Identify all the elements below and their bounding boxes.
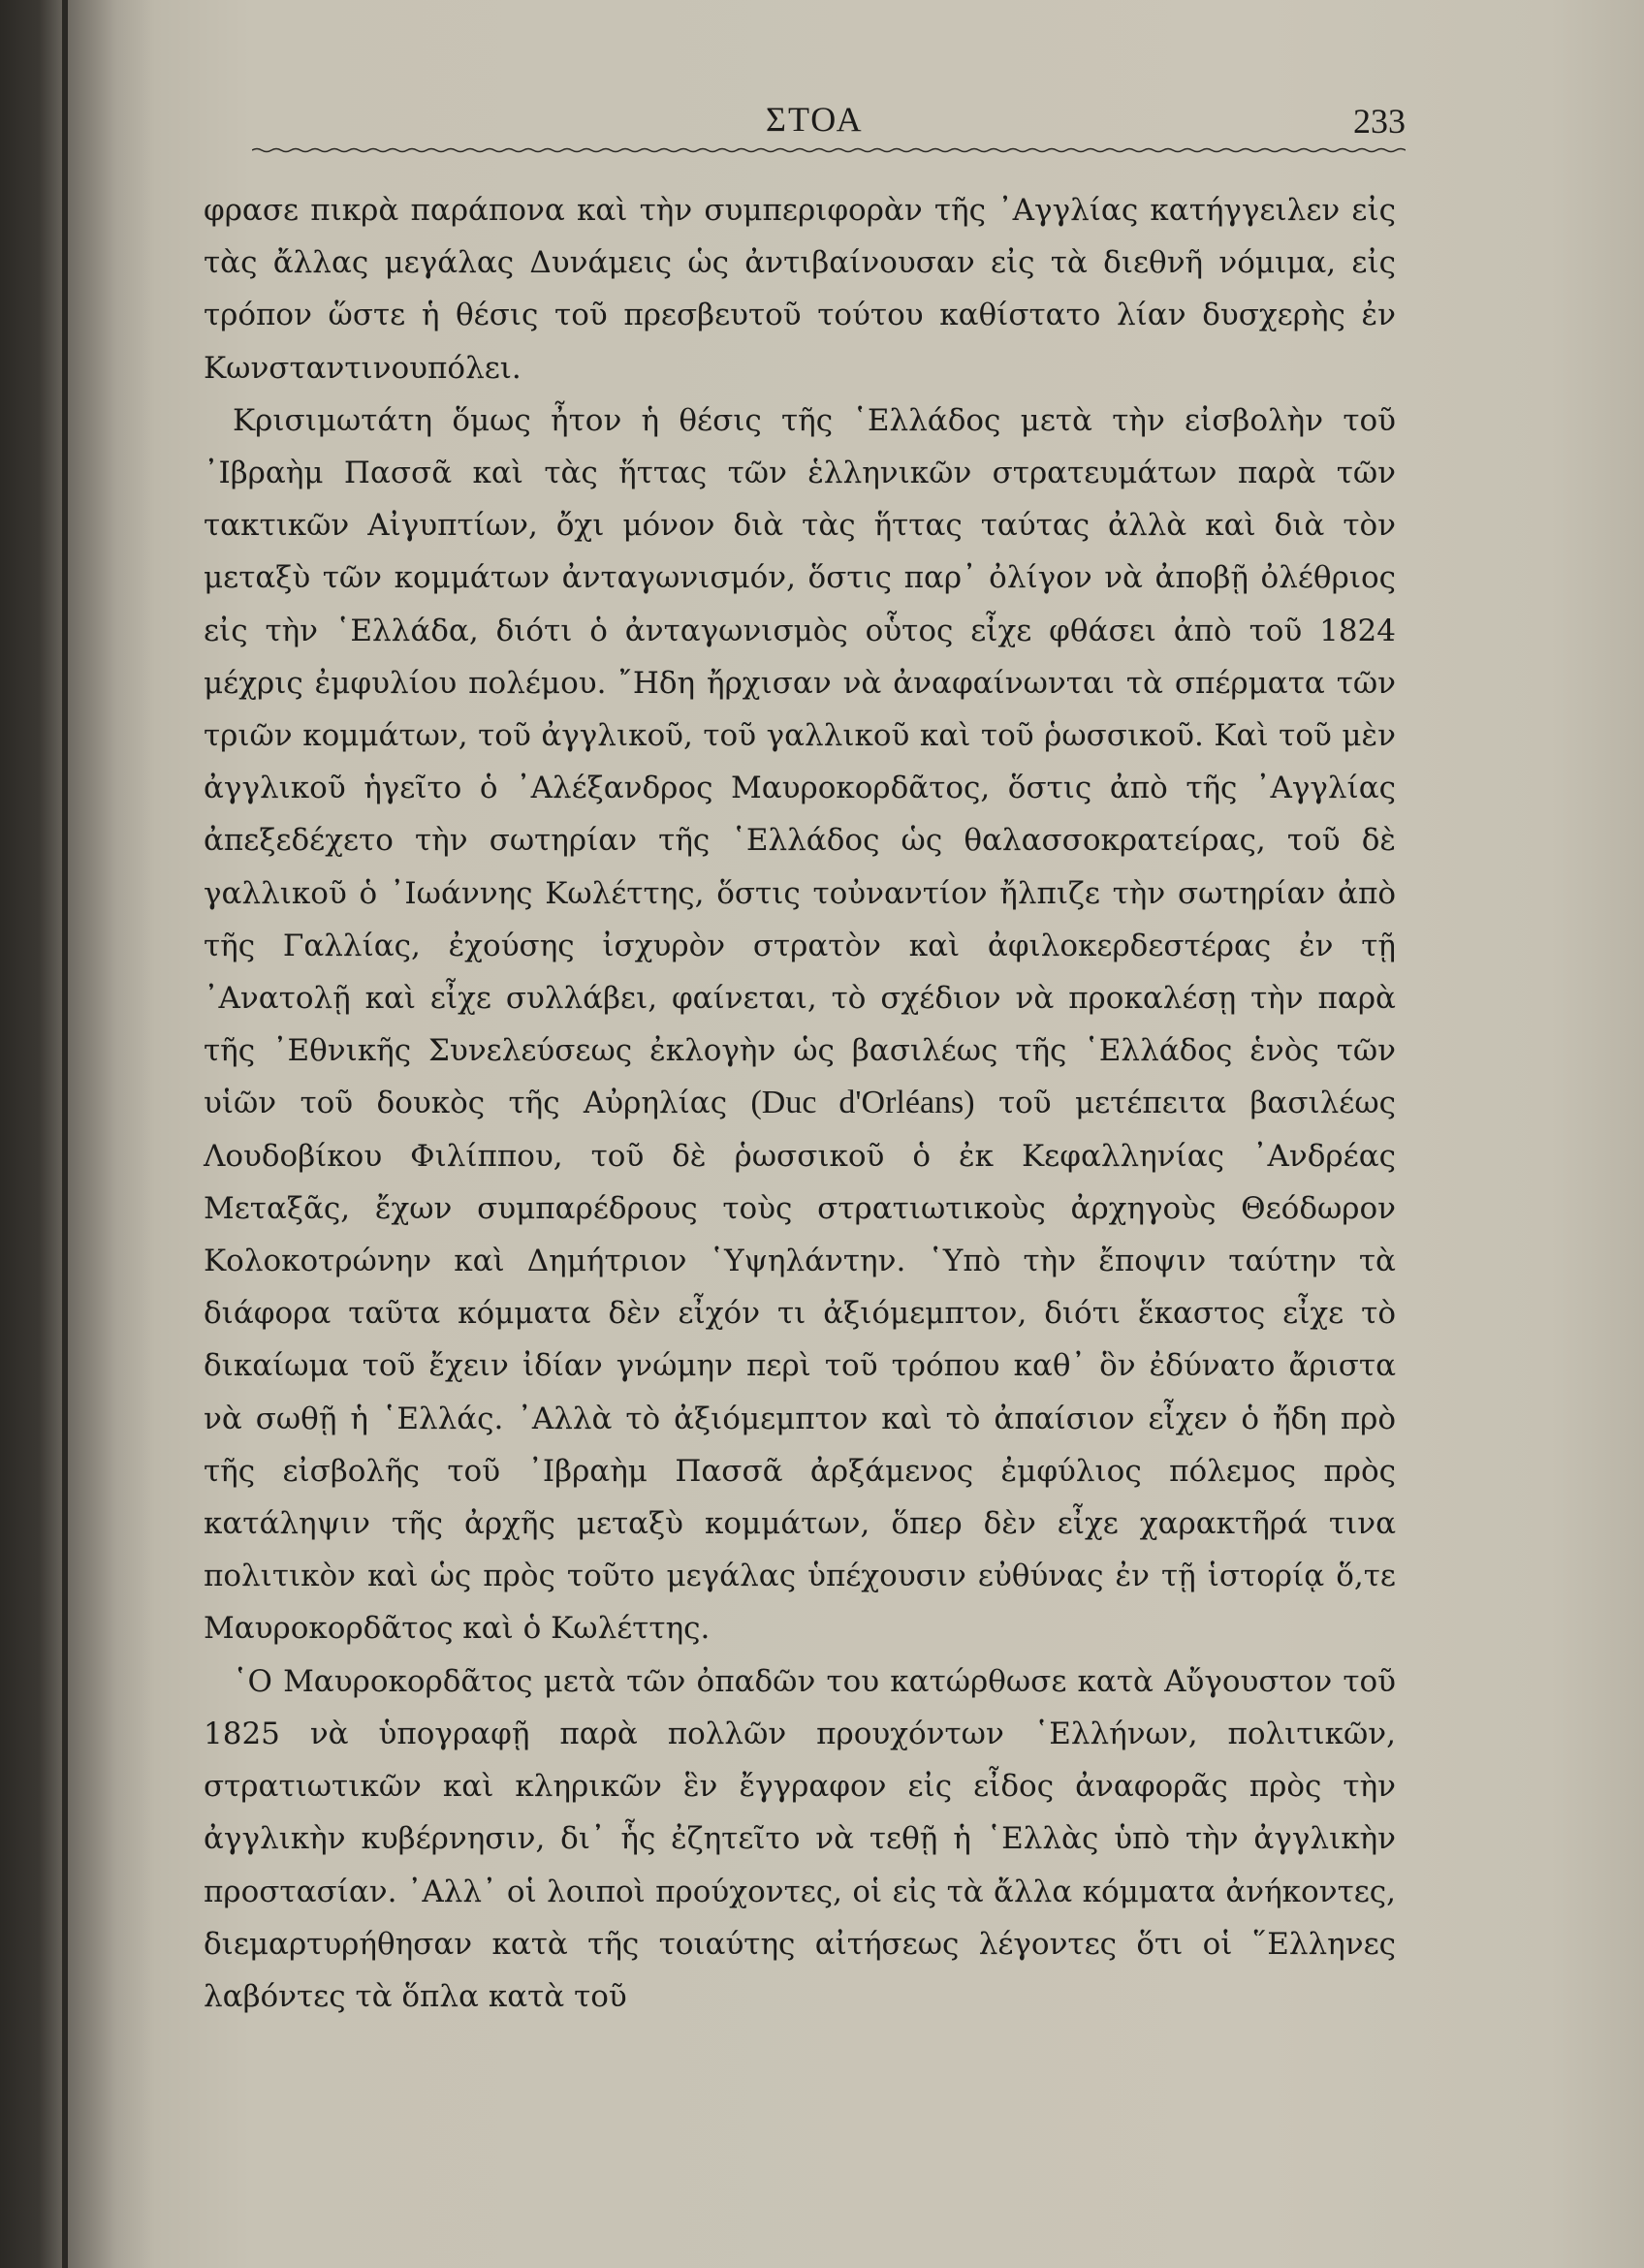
paragraph-2-part-2: τοῦ μετέπειτα βασιλέως Λουδοβίκου Φιλίππου, τοῦ δὲ ῥωσσικοῦ ὁ ἐκ Κεφαλληνίας ᾿Ανδρέας Μεταξᾶς, ἔχων συμπαρέδρους τοὺς στρατιωτικοὺς ἀρχηγοὺς Θεόδωρον Κολοκοτρώνην καὶ Δημήτριον ῾Υψηλάντην. ῾Υπὸ τὴν ἔποψιν ταύτην τὰ διάφορα ταῦτα κόμματα δὲν εἶχόν τι ἀξιόμεμπτον, διότι ἕκαστος εἶχε τὸ δικαίωμα τοῦ ἔχειν ἰδίαν γνώμην περὶ τοῦ τρόπου καθ᾿ ὃν ἐδύνατο ἄριστα νὰ σωθῇ ἡ ῾Ελλάς. ᾿Αλλὰ τὸ ἀξιόμεμπτον καὶ τὸ ἀπαίσιον εἶχεν ὁ ἤδη πρὸ τῆς εἰσβολῆς τοῦ ᾿Ιβραὴμ Πασσᾶ ἀρξάμενος ἐμφύλιος πόλεμος πρὸς κατάληψιν τῆς ἀρχῆς μεταξὺ κομμάτων, ὅπερ δὲν εἶχε χαρακτῆρά τινα πολιτικὸν καὶ ὡς πρὸς τοῦτο μεγάλας ὑπέχουσιν εὐθύνας ἐν τῇ ἱστορίᾳ ὅ,τε Μαυροκορδᾶτος καὶ ὁ Κωλέττης.: [204, 1086, 1396, 1647]
paragraph-1: φρασε πικρὰ παράπονα καὶ τὴν συμπεριφορὰν τῆς ᾿Αγγλίας κατήγγειλεν εἰς τὰς ἄλλας μεγάλας Δυνάμεις ὡς ἀντιβαίνουσαν εἰς τὰ διεθνῆ νόμιμα, εἰς τρόπον ὥστε ἡ θέσις τοῦ πρεσβευτοῦ τούτου καθίστατο λίαν δυσχερὴς ἐν Κωνσταντινουπόλει.: [204, 193, 1396, 386]
latin-phrase-duc-dorleans: (Duc d'Orléans): [750, 1085, 975, 1121]
body-text: [204, 184, 1396, 2023]
header-wavy-rule: [252, 147, 1406, 153]
page-number: 233: [1353, 102, 1406, 141]
book-page: [145, 78, 1406, 2249]
paragraph-2-part-1: Κρισιμωτάτη ὅμως ἦτον ἡ θέσις τῆς ῾Ελλάδος μετὰ τὴν εἰσβολὴν τοῦ ᾿Ιβραὴμ Πασσᾶ καὶ τὰς ἥττας τῶν ἑλληνικῶν στρατευμάτων παρὰ τῶν τακτικῶν Αἰγυπτίων, ὄχι μόνον διὰ τὰς ἥττας ταύτας ἀλλὰ καὶ διὰ τὸν μεταξὺ τῶν κομμάτων ἀνταγωνισμόν, ὅστις παρ᾿ ὀλίγον νὰ ἀποβῇ ὀλέθριος εἰς τὴν ῾Ελλάδα, διότι ὁ ἀνταγωνισμὸς οὗτος εἶχε φθάσει ἀπὸ τοῦ 1824 μέχρις ἐμφυλίου πολέμου. ῎Ηδη ἤρχισαν νὰ ἀναφαίνωνται τὰ σπέρματα τῶν τριῶν κομμάτων, τοῦ ἀγγλικοῦ, τοῦ γαλλικοῦ καὶ τοῦ ῥωσσικοῦ. Καὶ τοῦ μὲν ἀγγλικοῦ ἡγεῖτο ὁ ᾿Αλέξανδρος Μαυροκορδᾶτος, ὅστις ἀπὸ τῆς ᾿Αγγλίας ἀπεξεδέχετο τὴν σωτηρίαν τῆς ῾Ελλάδος ὡς θαλασσοκρατείρας, τοῦ δὲ γαλλικοῦ ὁ ᾿Ιωάννης Κωλέττης, ὅστις τοὐναντίον ἤλπιζε τὴν σωτηρίαν ἀπὸ τῆς Γαλλίας, ἐχούσης ἰσχυρὸν στρατὸν καὶ ἀφιλοκερδεστέρας ἐν τῇ ᾿Ανατολῇ καὶ εἶχε συλλάβει, φαίνεται, τὸ σχέδιον νὰ προκαλέσῃ τὴν παρὰ τῆς ᾿Εθνικῆς Συνελεύσεως ἐκλογὴν ὡς βασιλέως τῆς ῾Ελλάδος ἑνὸς τῶν υἱῶν τοῦ δουκὸς τῆς Αὐρηλίας: [204, 402, 1396, 1121]
running-title: ΣΤΟΑ: [766, 100, 864, 139]
binding-gutter: [62, 0, 68, 2268]
paragraph-2: [204, 394, 1396, 1655]
running-header: [145, 78, 1406, 145]
paragraph-3: ῾Ο Μαυροκορδᾶτος μετὰ τῶν ὀπαδῶν του κατώρθωσε κατὰ Αὔγουστον τοῦ 1825 νὰ ὑπογραφῇ παρὰ πολλῶν προυχόντων ῾Ελλήνων, πολιτικῶν, στρατιωτικῶν καὶ κληρικῶν ἓν ἔγγραφον εἰς εἶδος ἀναφορᾶς πρὸς τὴν ἀγγλικὴν κυβέρνησιν, δι᾿ ἧς ἐζητεῖτο νὰ τεθῇ ἡ ῾Ελλὰς ὑπὸ τὴν ἀγγλικὴν προστασίαν. ᾿Αλλ᾿ οἱ λοιποὶ προύχοντες, οἱ εἰς τὰ ἄλλα κόμματα ἀνήκοντες, διεμαρτυρήθησαν κατὰ τῆς τοιαύτης αἰτήσεως λέγοντες ὅτι οἱ ῞Ελληνες λαβόντες τὰ ὅπλα κατὰ τοῦ: [204, 1663, 1396, 2014]
